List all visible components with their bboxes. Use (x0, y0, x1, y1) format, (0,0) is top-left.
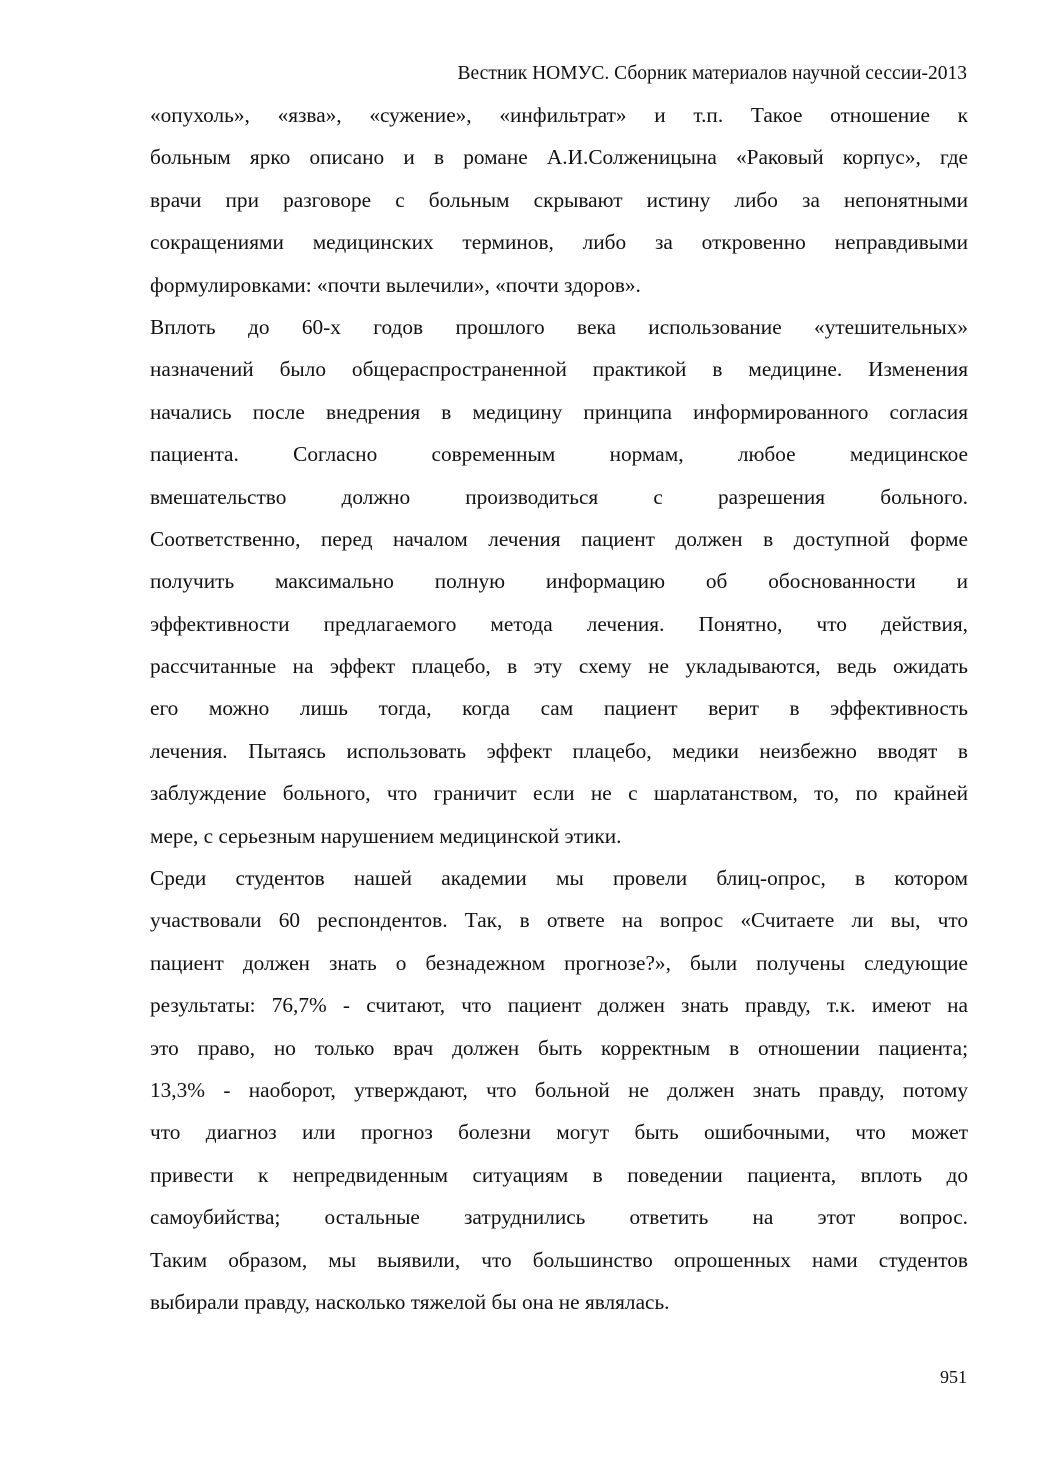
text-line: формулировками: «почти вылечили», «почти здоров». (150, 272, 641, 297)
page-number: 951 (940, 1367, 967, 1387)
paragraph-2 (150, 306, 968, 857)
text-line: это право, но только врач должен быть корректным в отношении пациента; (150, 1035, 968, 1060)
text-line: рассчитанные на эффект плацебо, в эту схему не укладываются, ведь ожидать (150, 654, 968, 679)
paragraph-1 (150, 94, 968, 306)
text-line: лечения. Пытаясь использовать эффект плацебо, медики неизбежно вводят в (150, 738, 968, 763)
text-line: участвовали 60 респондентов. Так, в ответе на вопрос «Считаете ли вы, что (150, 908, 968, 933)
text-line: назначений было общераспространенной практикой в медицине. Изменения (150, 357, 968, 382)
text-line: вмешательство должно производиться с разрешения больного. (150, 484, 968, 509)
text-line: выбирали правду, насколько тяжелой бы она не являлась. (150, 1289, 670, 1314)
text-line: «опухоль», «язва», «сужение», «инфильтрат» и т.п. Такое отношение к (150, 103, 968, 127)
text-line: сокращениями медицинских терминов, либо за откровенно неправдивыми (150, 230, 968, 255)
text-line: больным ярко описано и в романе А.И.Солженицына «Раковый корпус», где (150, 145, 968, 170)
text-line: Вплоть до 60-х годов прошлого века использование «утешительных» (150, 314, 968, 339)
text-line: начались после внедрения в медицину принципа информированного согласия (150, 399, 968, 424)
text-line: Среди студентов нашей академии мы провели блиц-опрос, в котором (150, 866, 968, 891)
text-line: эффективности предлагаемого метода лечения. Понятно, что действия, (150, 611, 968, 636)
body-text (150, 94, 968, 1323)
text-line: мере, с серьезным нарушением медицинской этики. (150, 823, 622, 848)
text-line: получить максимально полную информацию об обоснованности и (150, 569, 968, 594)
text-line: пациент должен знать о безнадежном прогнозе?», были получены следующие (150, 950, 968, 975)
text-line: его можно лишь тогда, когда сам пациент верит в эффективность (150, 696, 968, 721)
paragraph-3 (150, 857, 968, 1323)
text-line: пациента. Согласно современным нормам, любое медицинское (150, 442, 968, 467)
text-line: привести к непредвиденным ситуациям в поведении пациента, вплоть до (150, 1162, 968, 1187)
text-line: 13,3% - наоборот, утверждают, что больной не должен знать правду, потому (150, 1077, 968, 1102)
text-line: результаты: 76,7% - считают, что пациент должен знать правду, т.к. имеют на (150, 993, 968, 1018)
text-line: заблуждение больного, что граничит если не с шарлатанством, то, по крайней (150, 781, 968, 806)
running-header: Вестник НОМУС. Сборник материалов научной сессии-2013 (457, 63, 967, 84)
text-line: самоубийства; остальные затруднились ответить на этот вопрос. (150, 1205, 968, 1230)
text-line: Соответственно, перед началом лечения пациент должен в доступной форме (150, 526, 968, 551)
text-line: что диагноз или прогноз болезни могут быть ошибочными, что может (150, 1120, 968, 1145)
text-line: врачи при разговоре с больным скрывают истину либо за непонятными (150, 187, 968, 212)
text-line: Таким образом, мы выявили, что большинство опрошенных нами студентов (150, 1247, 968, 1272)
